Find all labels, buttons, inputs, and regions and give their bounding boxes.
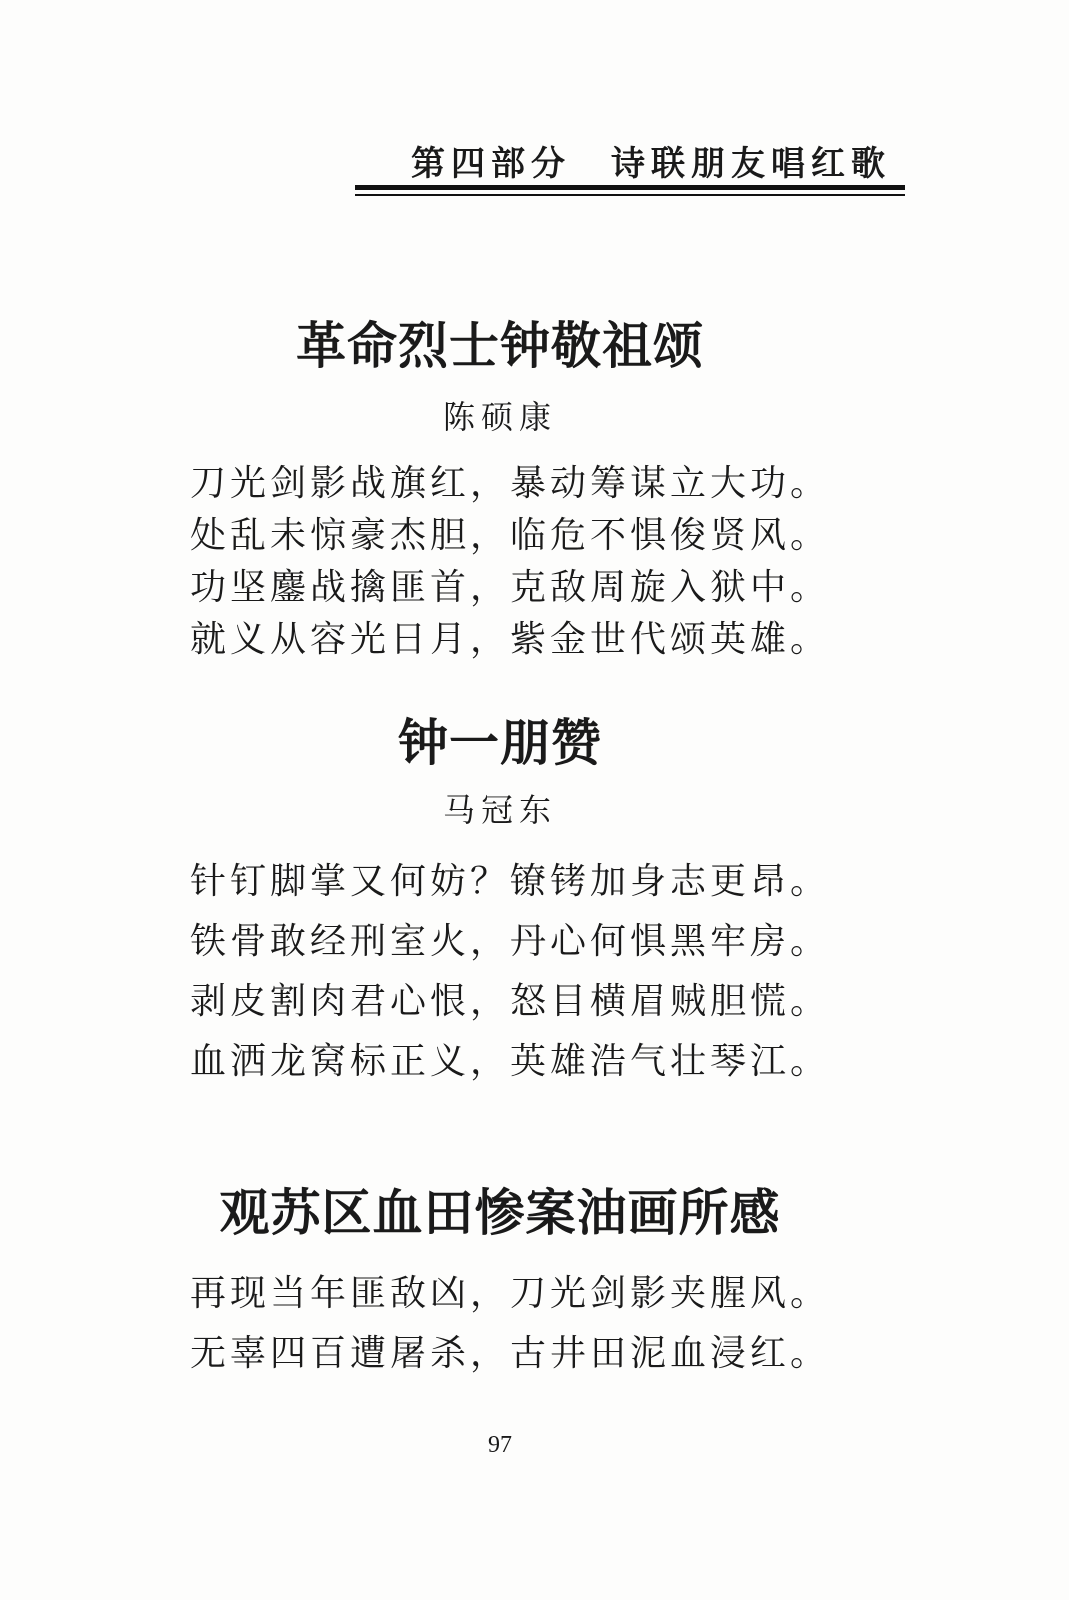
running-header: 第四部分 诗联朋友唱红歌: [411, 144, 891, 184]
header-rule: [355, 185, 905, 190]
poem-line: 针钉脚掌又何妨？镣铐加身志更昂。: [190, 861, 831, 902]
poem-line: 铁骨敢经刑室火，丹心何惧黑牢房。: [190, 921, 831, 962]
poem-author: 陈硕康: [442, 398, 557, 436]
poem-line: 再现当年匪敌凶，刀光剑影夹腥风。: [190, 1273, 831, 1314]
poem-title: 革命烈士钟敬祖颂: [296, 316, 704, 375]
poem-line: 功坚鏖战擒匪首，克敌周旋入狱中。: [190, 567, 831, 608]
poem-line: 处乱未惊豪杰胆，临危不惧俊贤风。: [190, 515, 831, 556]
poem-body: [190, 1264, 910, 1384]
poem-body: [190, 852, 910, 1092]
poem-line: 剥皮割肉君心恨，怒目横眉贼胆慌。: [190, 981, 831, 1022]
poem-line: 刀光剑影战旗红，暴动筹谋立大功。: [190, 463, 831, 504]
poem-line: 血洒龙窝标正义，英雄浩气壮琴江。: [190, 1041, 831, 1082]
poem-title: 观苏区血田惨案油画所感: [219, 1183, 781, 1242]
poem-line: 无辜四百遭屠杀，古井田泥血浸红。: [190, 1333, 831, 1374]
poem-body: [190, 458, 910, 666]
poem-author: 马冠东: [442, 791, 557, 829]
page-number: 97: [488, 1432, 512, 1458]
header-rule-thin: [355, 194, 905, 196]
poem-line: 就义从容光日月，紫金世代颂英雄。: [190, 619, 831, 660]
poem-title: 钟一朋赞: [398, 713, 602, 772]
